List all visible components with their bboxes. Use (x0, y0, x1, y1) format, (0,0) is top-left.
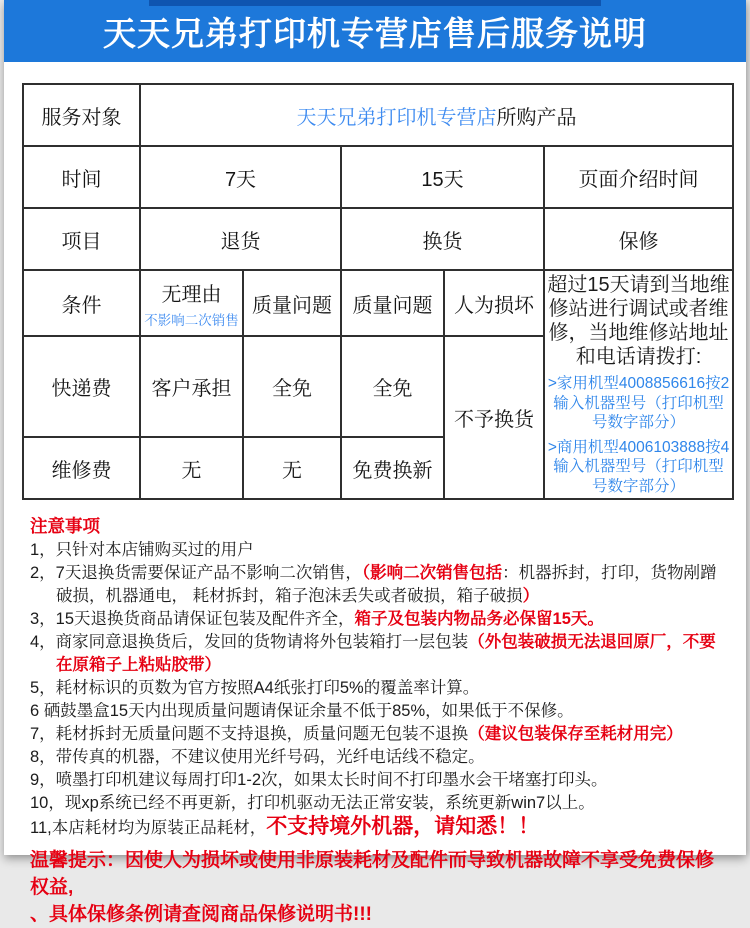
note-item-7: 7，耗材拆封无质量问题不支持退换，质量问题无包装不退换（建议包装保存至耗材用完） (30, 725, 683, 743)
cell-item-warranty: 保修 (544, 208, 733, 270)
page-title: 天天兄弟打印机专营店售后服务说明 (103, 14, 647, 52)
cell-shipping-free-2: 全免 (341, 336, 444, 437)
business-model-hotline: >商用机型4006103888按4输入机器型号（打印机型号数字部分） (547, 438, 730, 495)
row-time (23, 146, 733, 208)
note-item-1: 1，只针对本店铺购买过的用户 (30, 541, 254, 559)
cell-shipping-free-1: 全免 (243, 336, 341, 437)
cell-service-target-value (140, 84, 733, 146)
cell-condition-no-reason (140, 270, 243, 336)
notes-section (4, 500, 746, 840)
notes-heading: 注意事项 (30, 516, 100, 536)
store-name-highlight: 天天兄弟打印机专营店 (296, 106, 497, 129)
note-item-6: 6 硒鼓墨盒15天内出现质量问题请保证余量不低于85%，如果低于不保修。 (30, 702, 574, 720)
banner-top-shade (149, 0, 601, 6)
cell-condition-label: 条件 (23, 270, 140, 336)
cell-shipping-label: 快递费 (23, 336, 140, 437)
cell-item-return: 退货 (140, 208, 341, 270)
cell-no-exchange: 不予换货 (444, 336, 544, 499)
cell-time-7days: 7天 (140, 146, 341, 208)
cell-repair-label: 维修费 (23, 437, 140, 499)
home-model-hotline: >家用机型4008856616按2输入机器型号（打印机型号数字部分） (547, 375, 730, 431)
cell-item-label: 项目 (23, 208, 140, 270)
store-name-rest: 所购产品 (496, 106, 577, 129)
row-condition (23, 270, 733, 336)
cell-time-15days: 15天 (341, 146, 544, 208)
note-item-4: 4，商家同意退换货后，发回的货物请将外包装箱打一层包装（外包装破损无法退回原厂，不要在原箱子上粘贴胶带） (30, 633, 716, 674)
cell-repair-none-1: 无 (140, 437, 243, 499)
no-reason-subnote: 不影响二次销售 (144, 312, 239, 328)
note-item-9: 9，喷墨打印机建议每周打印1-2次，如果太长时间不打印墨水会干堵塞打印头。 (30, 771, 608, 789)
cell-repair-none-2: 无 (243, 437, 341, 499)
note-item-5: 5，耗材标识的页数为官方按照A4纸张打印5%的覆盖率计算。 (30, 679, 480, 697)
note-item-2: 2，7天退换货需要保证产品不影响二次销售，（影响二次销售包括：机器拆封，打印，货物剐蹭破损，机器通电， 耗材拆封，箱子泡沫丢失或者破损，箱子破损） (30, 564, 717, 605)
cell-time-label: 时间 (23, 146, 140, 208)
warranty-info-text: 超过15天请到当地维修站进行调试或者维修，当地维修站地址和电话请拨打: (547, 274, 730, 368)
row-service-target (23, 84, 733, 146)
cell-warranty-info (544, 270, 733, 499)
header-banner (4, 0, 746, 62)
cell-shipping-customer: 客户承担 (140, 336, 243, 437)
service-policy-table (22, 83, 734, 500)
no-reason-text: 无理由 (161, 283, 222, 306)
cell-time-page-intro: 页面介绍时间 (544, 146, 733, 208)
note-item-10: 10，现xp系统已经不再更新，打印机驱动无法正常安装，系统更新win7以上。 (30, 794, 595, 812)
warm-tip: 温馨提示：因使人为损坏或使用非原装耗材及配件而导致机器故障不享受免费保修权益, 、具体保修条例请查阅商品保修说明书!!! (30, 850, 715, 925)
note-item-3: 3，15天退换货商品请保证包装及配件齐全，箱子及包装内物品务必保留15天。 (30, 610, 604, 628)
cell-condition-quality-2: 质量问题 (341, 270, 444, 336)
cell-condition-human-damage: 人为损坏 (444, 270, 544, 336)
cell-item-exchange: 换货 (341, 208, 544, 270)
cell-service-target-label: 服务对象 (23, 84, 140, 146)
row-item (23, 208, 733, 270)
note-item-11: 11,本店耗材均为原装正品耗材，不支持境外机器，请知悉！！ (30, 815, 540, 838)
cell-condition-quality-1: 质量问题 (243, 270, 341, 336)
service-notice-card (4, 0, 746, 925)
note-item-8: 8，带传真的机器，不建议使用光纤号码，光纤电话线不稳定。 (30, 748, 485, 766)
cell-repair-free-new: 免费换新 (341, 437, 444, 499)
